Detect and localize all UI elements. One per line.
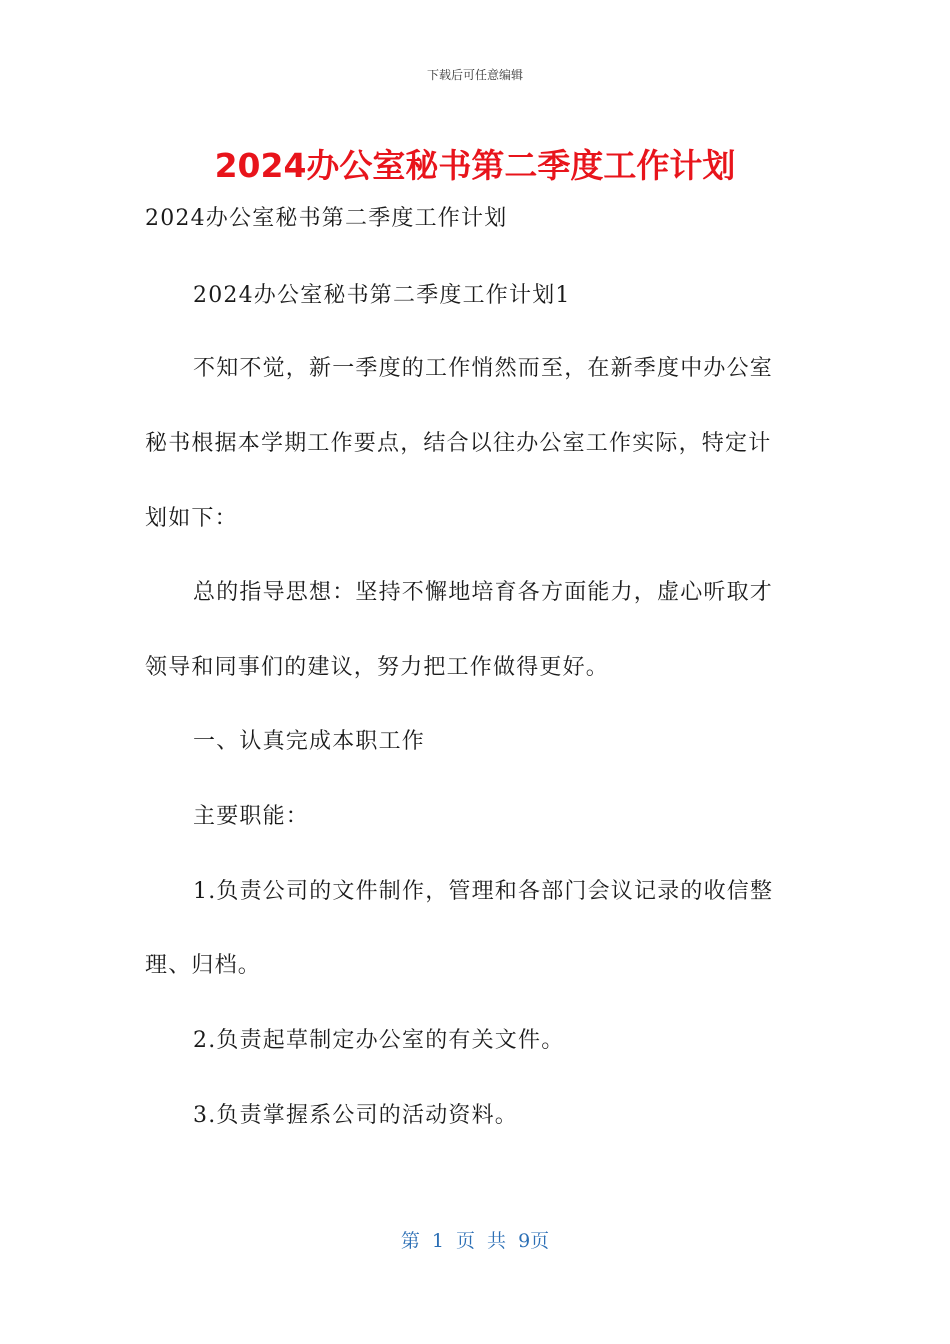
section-heading: 2024办公室秘书第二季度工作计划1	[193, 283, 571, 308]
header-note: 下载后可任意编辑	[426, 68, 523, 82]
list-item: 1.负责公司的文件制作，管理和各部门会议记录的收信整	[193, 879, 774, 904]
subtitle-line: 2024办公室秘书第二季度工作计划	[145, 206, 508, 231]
paragraph-line: 不知不觉，新一季度的工作悄然而至，在新季度中办公室	[193, 356, 774, 381]
paragraph-line: 总的指导思想：坚持不懈地培育各方面能力，虚心听取才	[193, 580, 774, 605]
list-item: 3.负责掌握系公司的活动资料。	[193, 1103, 518, 1128]
document-title: 2024办公室秘书第二季度工作计划	[214, 146, 736, 185]
section-heading: 一、认真完成本职工作	[193, 729, 426, 754]
paragraph-line: 秘书根据本学期工作要点，结合以往办公室工作实际，特定计	[145, 431, 772, 456]
page-number: 第 1 页 共 9页	[400, 1230, 550, 1252]
paragraph-line: 划如下：	[145, 506, 238, 531]
list-item: 2.负责起草制定办公室的有关文件。	[193, 1028, 565, 1053]
paragraph-line: 主要职能：	[193, 804, 310, 829]
paragraph-line: 领导和同事们的建议，努力把工作做得更好。	[145, 655, 610, 680]
list-item-continuation: 理、归档。	[145, 953, 262, 978]
